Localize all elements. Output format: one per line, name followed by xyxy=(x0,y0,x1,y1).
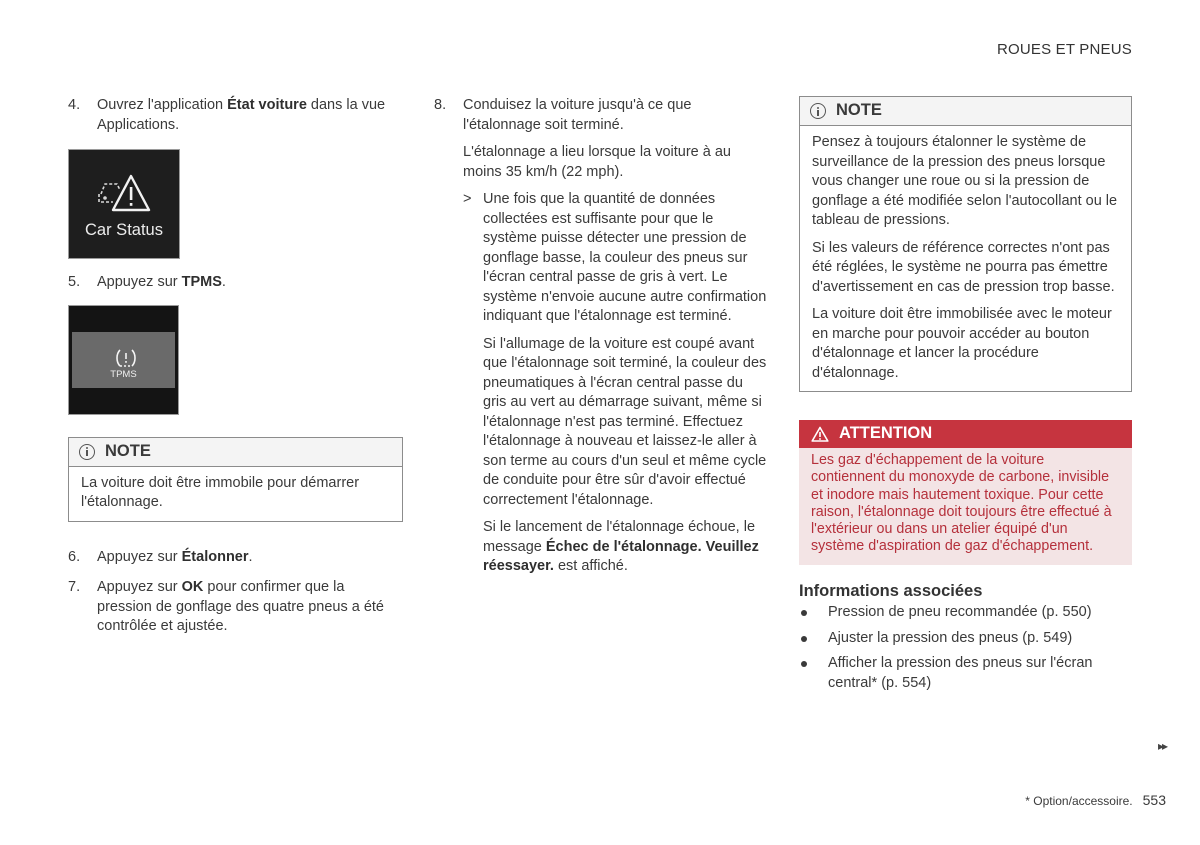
bullet-icon xyxy=(801,661,807,667)
column-right xyxy=(799,96,1132,699)
tire-pressure-icon xyxy=(114,347,138,369)
tpms-button-name: TPMS xyxy=(181,274,222,290)
info-icon xyxy=(810,103,826,119)
page-number: 553 xyxy=(1142,792,1166,808)
note-title: NOTE xyxy=(105,441,151,460)
speed-paragraph: L'étalonnage a lieu lorsque la voiture à au moins 35 km/h (22 mph). xyxy=(463,144,731,180)
column-left xyxy=(68,96,403,648)
note-box-right xyxy=(799,96,1132,392)
tpms-button-screenshot xyxy=(68,305,179,415)
next-page-arrows-icon: ▸▸ xyxy=(1157,739,1166,753)
bullet-icon xyxy=(801,610,807,616)
note-header xyxy=(69,438,402,467)
attention-body: Les gaz d'échappement de la voiture contiennent du monoxyde de carbone, invisible et inodore mais hautement toxique. Pour cette raison, l'étalonnage doit toujours être effectué à l'extérieur ou dans un atelier équipé d'un système d'aspiration de gaz d'échappement. xyxy=(811,452,1112,555)
step-7: 7. Appuyez sur OK pour confirmer que la pression de gonflage des quatre pneus a été contrôlée et ajustée. xyxy=(68,579,384,634)
info-icon xyxy=(79,444,95,460)
car-status-label: Car Status xyxy=(85,220,163,239)
step-6: 6. Appuyez sur Étalonner. xyxy=(68,548,253,565)
section-title: ROUES ET PNEUS xyxy=(996,41,1132,58)
attention-header xyxy=(799,420,1132,448)
related-info-title: Informations associées xyxy=(799,581,983,600)
result-arrow: > xyxy=(463,191,472,207)
attention-box xyxy=(799,420,1132,565)
note-title: NOTE xyxy=(836,101,882,120)
step-number: 4. xyxy=(68,97,81,113)
related-link[interactable]: Ajuster la pression des pneus (p. 549) xyxy=(799,629,1132,649)
footnote: * Option/accessoire. xyxy=(1025,794,1133,808)
car-status-app-screenshot xyxy=(68,149,180,259)
column-middle xyxy=(434,96,769,585)
related-link[interactable]: Pression de pneu recommandée (p. 550) xyxy=(799,603,1132,623)
note-box-left xyxy=(68,437,403,522)
related-link[interactable]: Afficher la pression des pneus sur l'écran central* (p. 554) xyxy=(799,654,1132,693)
ok-button-name: OK xyxy=(181,579,204,595)
attention-title: ATTENTION xyxy=(839,424,933,443)
app-name: État voiture xyxy=(227,97,307,113)
step-8: 8. Conduisez la voiture jusqu'à ce que l'étalonnage soit terminé. xyxy=(434,97,692,133)
step-5: 5. Appuyez sur TPMS. xyxy=(68,274,226,290)
step-4: 4. Ouvrez l'application État voiture dans la vue Applications. xyxy=(68,97,386,133)
note-body: Pensez à toujours étalonner le système de surveillance de la pression des pneus lorsque vous changer une roue ou si la pression de gonflage a été modifiée selon l'autocollant ou le tableau de pressions. Si les valeurs de référence correctes n'ont pas été réglées, le système ne pourra pas émettre d'avertissement en cas de pression trop basse. La voiture doit être immobilisée avec le moteur en marche pour pouvoir accéder au bouton d'étalonnage et lancer la procédure d'étalonnage. xyxy=(812,134,1118,381)
error-message: Échec de l'étalonnage. Veuillez réessayer. xyxy=(483,538,759,574)
calibrate-button-name: Étalonner xyxy=(181,548,249,565)
car-warning-icon xyxy=(95,172,153,214)
tpms-label: TPMS xyxy=(110,368,137,380)
bullet-icon xyxy=(801,636,807,642)
warning-triangle-icon xyxy=(811,426,829,442)
result-item: > Une fois que la quantité de données collectées est suffisante pour que le système puisse détecter une pression de gonflage basse, la couleur des pneus sur l'écran central passe de gris à vert. Le système n'envoie aucune autre confirmation indiquant que l'étalonnage est terminé. Si l'allumage de la voiture est coupé avant que l'étalonnage soit terminé, la couleur des pneumatiques à l'écran central passe du gris au vert au démarrage suivant, même si l'étalonnage n'est pas terminé. Effectuez l'étalonnage à nouveau et laissez-le aller à son terme au cours d'un seul et même cycle de conduite pour être sûr d'avoir effectué correctement l'étalonnage. Si le lancement de l'étalonnage échoue, le message Échec de l'étalonnage. Veuillez réessayer. est affiché. xyxy=(463,191,767,574)
page-footer xyxy=(1025,791,1166,812)
note-body: La voiture doit être immobile pour démarrer l'étalonnage. xyxy=(81,474,360,510)
tpms-tile xyxy=(72,332,175,388)
note-header xyxy=(800,97,1131,126)
step-8-details xyxy=(434,143,769,577)
